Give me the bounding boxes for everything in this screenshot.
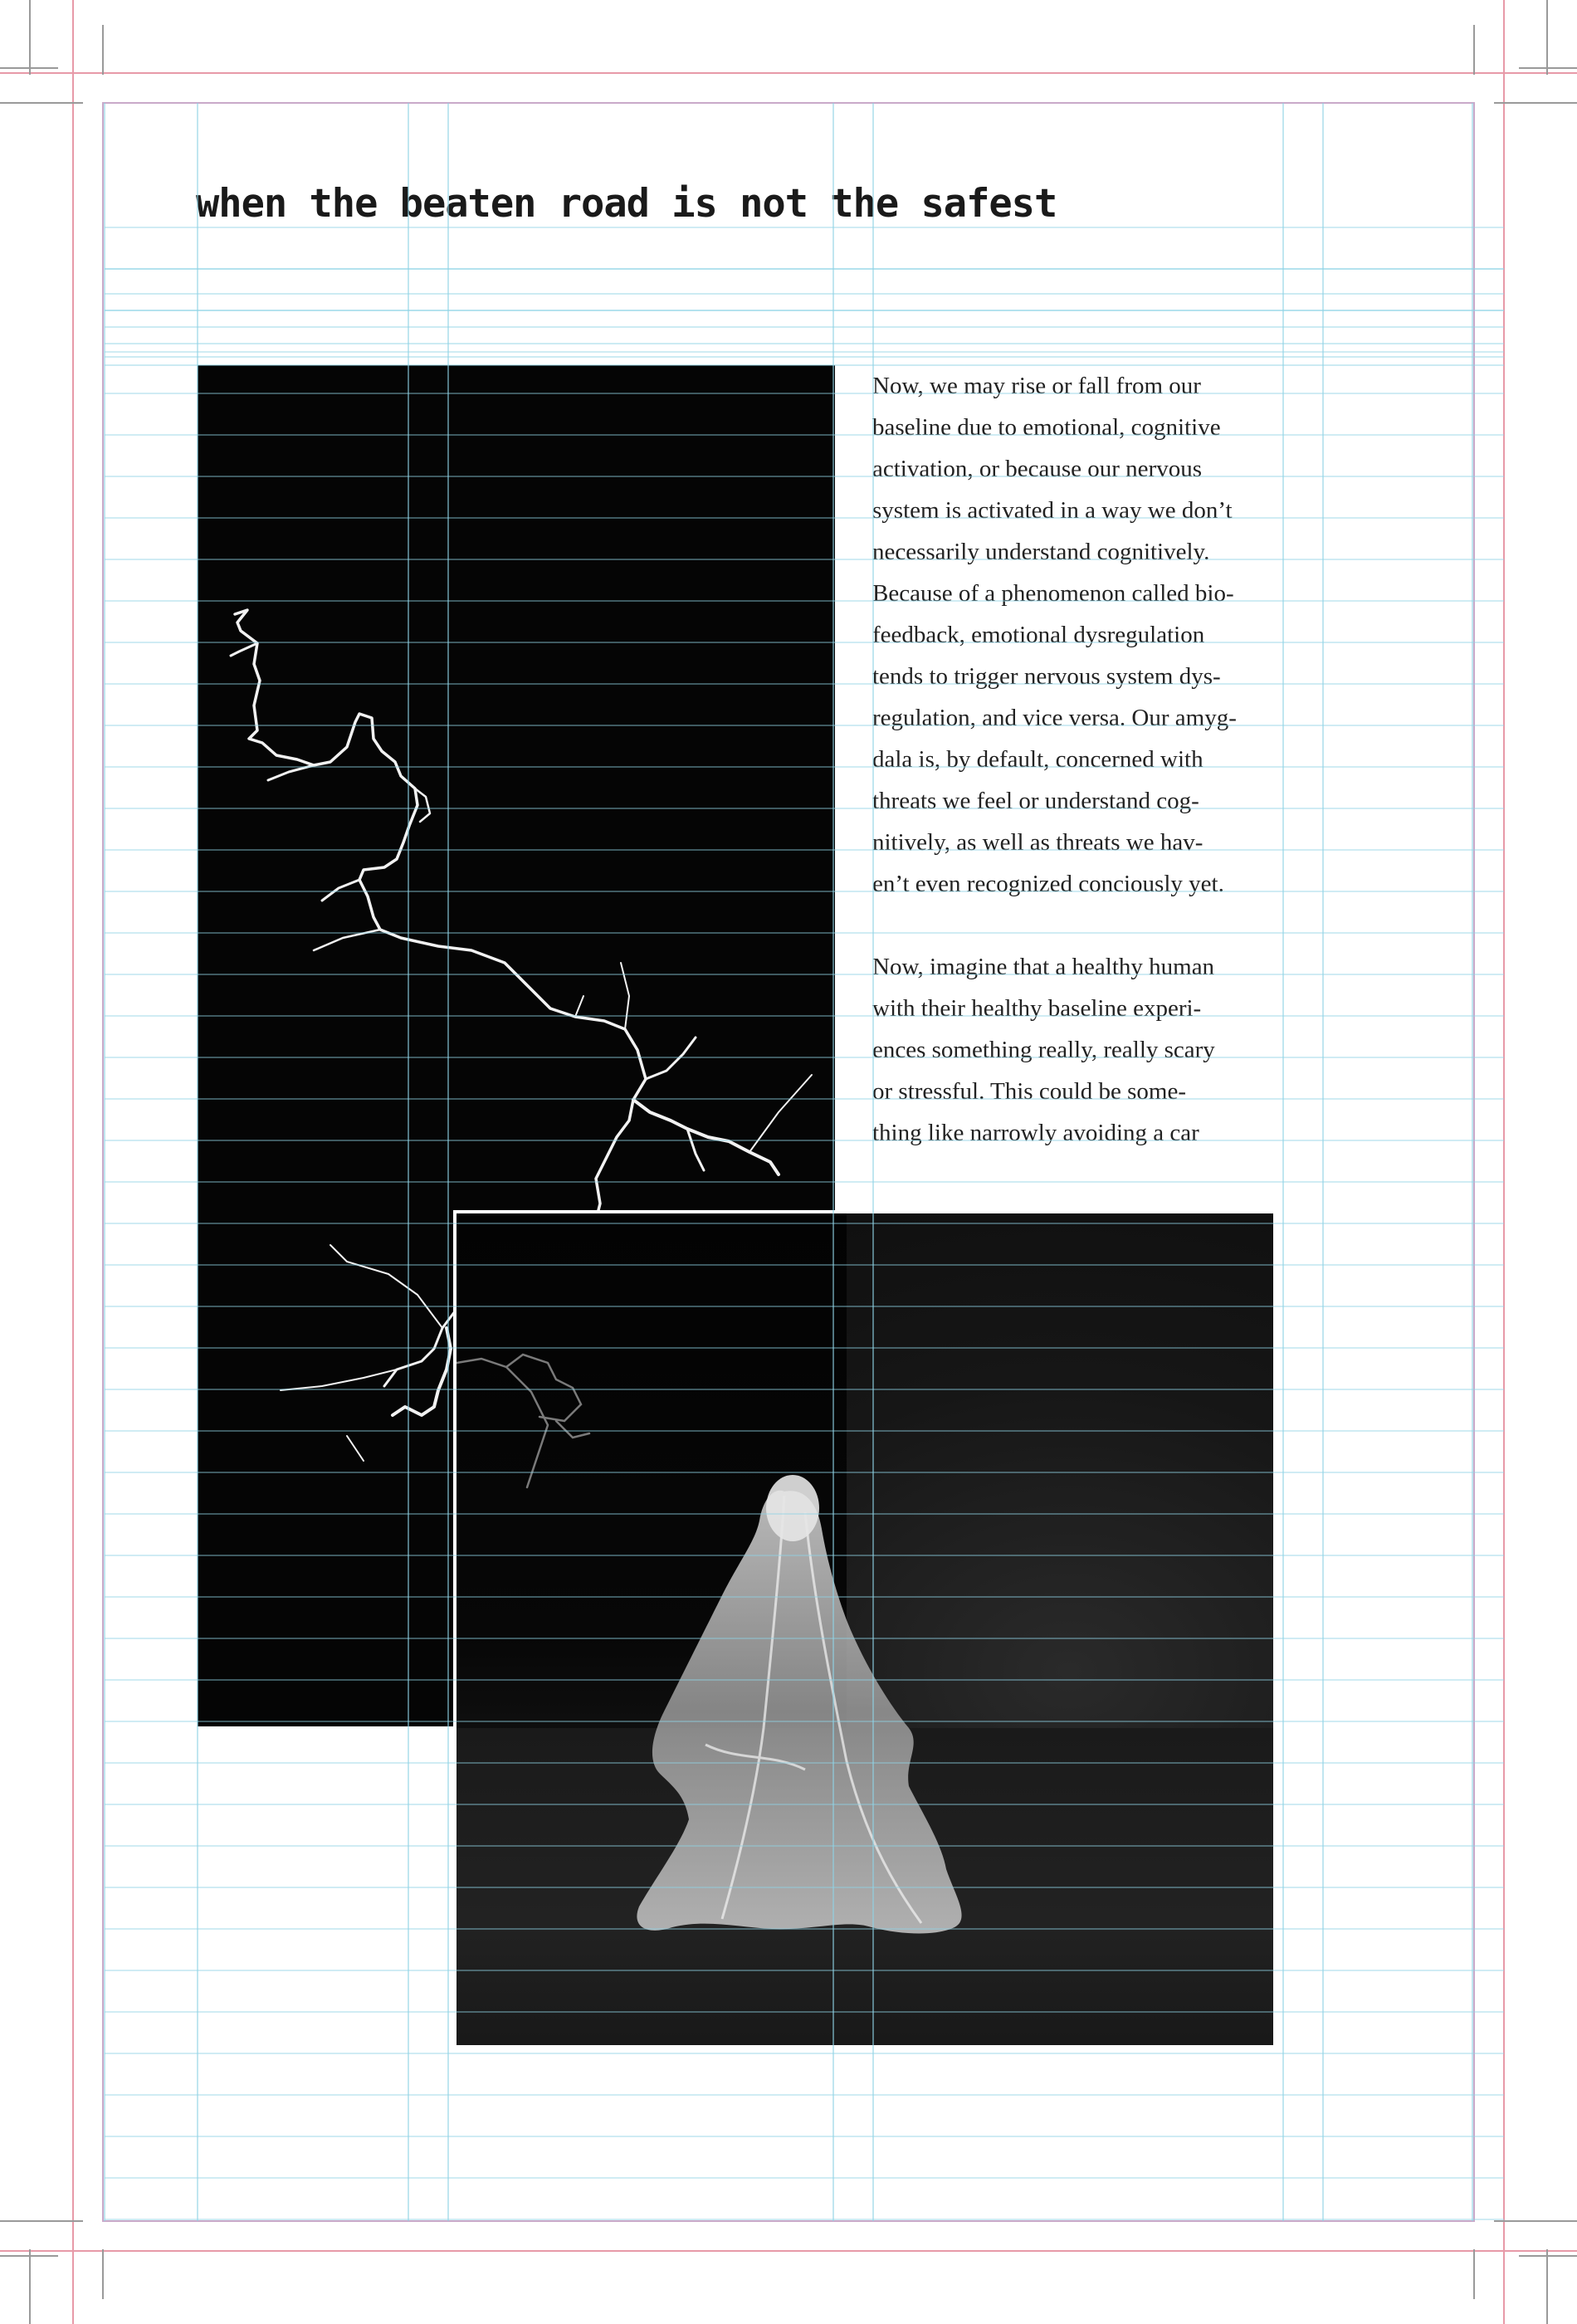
- text-line: baseline due to emotional, cognitive: [872, 414, 1221, 441]
- paragraph-2: [872, 946, 1279, 1154]
- text-line: necessarily understand cognitively.: [872, 539, 1210, 565]
- text-line: dala is, by default, concerned with: [872, 746, 1204, 773]
- text-line: thing like narrowly avoiding a car: [872, 1120, 1199, 1146]
- text-line: or stressful. This could be some-: [872, 1078, 1187, 1105]
- paragraph-1: [872, 365, 1279, 905]
- text-line: tends to trigger nervous system dys-: [872, 663, 1221, 690]
- text-line: threats we feel or understand cog-: [872, 788, 1199, 814]
- ghost-figure: [456, 1213, 1277, 2048]
- text-line: ences something really, really scary: [872, 1037, 1215, 1063]
- text-line: Because of a phenomenon called bio-: [872, 580, 1234, 607]
- text-line: Now, imagine that a healthy human: [872, 954, 1215, 980]
- paragraph-gap: [872, 905, 1279, 946]
- text-line: activation, or because our nervous: [872, 456, 1202, 482]
- text-line: Now, we may rise or fall from our: [872, 373, 1201, 399]
- page-title: when the beaten road is not the safest: [196, 181, 1057, 227]
- body-text-column: [872, 365, 1279, 1154]
- text-line: nitively, as well as threats we hav-: [872, 829, 1204, 856]
- text-line: feedback, emotional dysregulation: [872, 622, 1205, 648]
- text-line: regulation, and vice versa. Our amyg-: [872, 705, 1237, 731]
- ghost-body: [637, 1491, 961, 1934]
- text-line: with their healthy baseline experi-: [872, 995, 1202, 1022]
- text-line: en’t even recognized conciously yet.: [872, 871, 1224, 897]
- ghost-figure-photo: [453, 1210, 1277, 2048]
- text-line: system is activated in a way we don’t: [872, 497, 1233, 524]
